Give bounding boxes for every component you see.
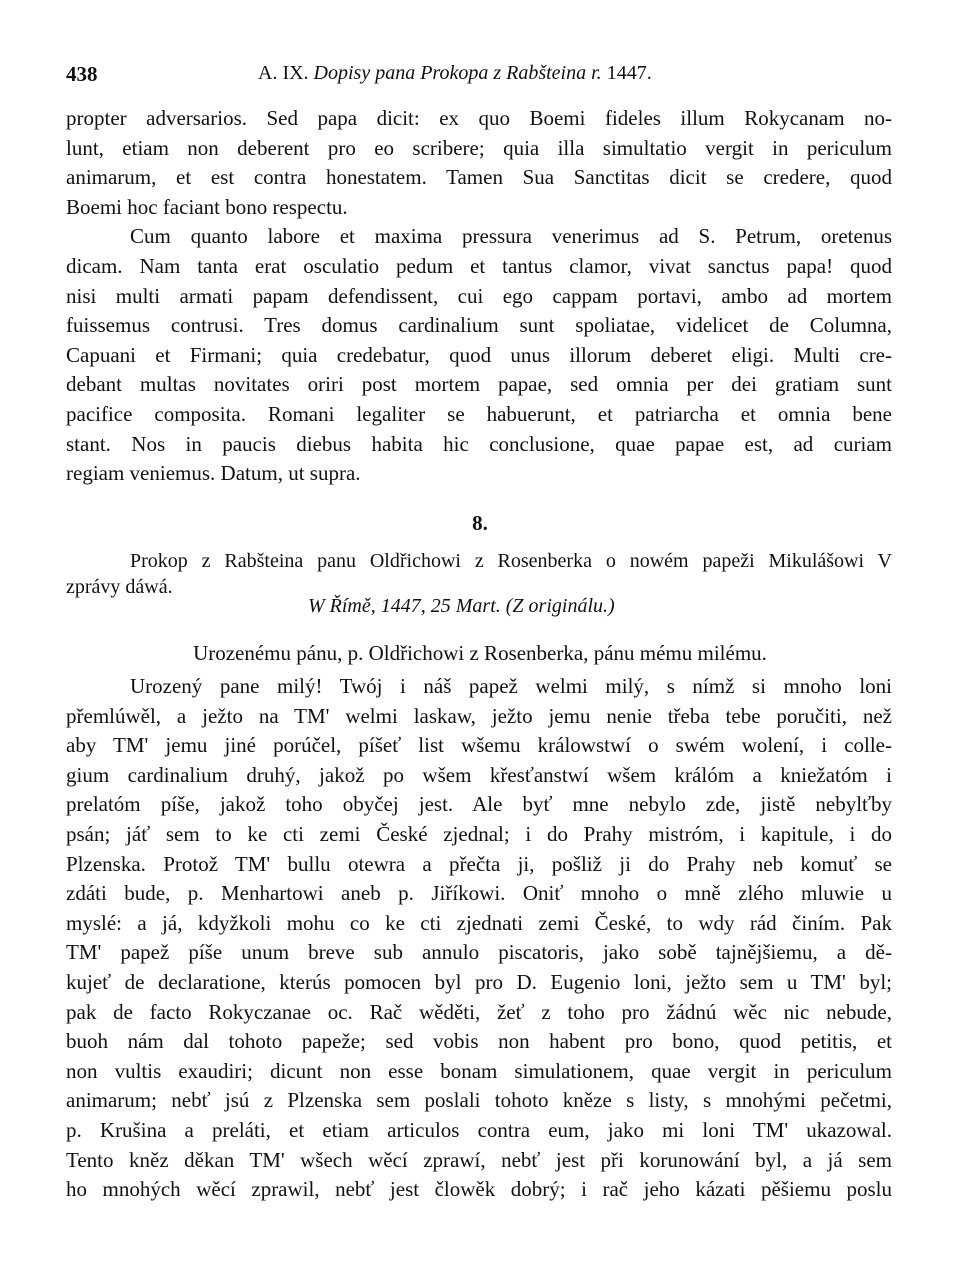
section-number: 8. bbox=[472, 511, 488, 535]
text-line: animarum, et est contra honestatem. Tamen Sua Sanctitas dicit se credere, quod bbox=[66, 165, 892, 190]
text-line: Tento kněz děkan TM' wšech wěcí zprawí, nebť jest při korunowání byl, a já sem bbox=[66, 1147, 892, 1172]
text-line: kujeť de declaratione, kterús pomocen byl pro D. Eugenio loni, ježto sem u TM' byl; bbox=[66, 969, 892, 994]
text-line: non vultis exaudiri; dicunt non esse bonam simulationem, quae vergit in periculum bbox=[66, 1058, 892, 1083]
text-line: Plzenska. Protož TM' bullu otewra a přečta ji, pošliž ji do Prahy neb komuť se bbox=[66, 851, 892, 876]
running-head-year: 1447. bbox=[606, 62, 652, 84]
text-line: přemlúwěl, a ježto na TM' welmi laskaw, ježto jemu nenie třeba tebe poručiti, než bbox=[66, 703, 892, 728]
text-line: stant. Nos in paucis diebus habita hic conclusione, quae papae est, ad curiam bbox=[66, 431, 892, 456]
text-line: Cum quanto labore et maxima pressura venerimus ad S. Petrum, oretenus bbox=[130, 224, 892, 249]
text-line: ho mnohých wěcí zprawil, nebť jest člowěk dobrý; i rač jeho kázati pěšiemu poslu bbox=[66, 1177, 892, 1202]
text-line: psán; jáť sem to ke cti zemi České zjednal; i do Prahy mistróm, i kapitule, i do bbox=[66, 821, 892, 846]
summary-line: zprávy dáwá. bbox=[66, 576, 173, 598]
page-number: 438 bbox=[66, 62, 98, 86]
text-line: buoh nám dal tohoto papeže; sed vobis non habent pro bono, quod petitis, et bbox=[66, 1029, 892, 1054]
text-line: pacifice composita. Romani legaliter se habuerunt, et patriarcha et omnia bene bbox=[66, 401, 892, 426]
running-head bbox=[258, 62, 652, 85]
summary-line: Prokop z Rabšteina panu Oldřichowi z Rosenberka o nowém papeži Mikulášowi V bbox=[130, 550, 892, 572]
text-line: gium cardinalium druhý, jakož po wšem křesťanstwí wšem králóm a kniežatóm i bbox=[66, 762, 892, 787]
text-line: myslé: a já, kdyžkoli mohu co ke cti zjednati zemi České, to wdy rád činím. Pak bbox=[66, 910, 892, 935]
text-line: nisi multi armati papam defendissent, cui ego cappam portavi, ambo ad mortem bbox=[66, 283, 892, 308]
text-line: dicam. Nam tanta erat osculatio pedum et tantus clamor, vivat sanctus papa! quod bbox=[66, 253, 892, 278]
text-line: lunt, etiam non deberent pro eo scribere; quia illa simultatio vergit in periculum bbox=[66, 135, 892, 160]
text-line: propter adversarios. Sed papa dicit: ex quo Boemi fideles illum Rokycanam no- bbox=[66, 106, 892, 130]
text-line: p. Krušina a preláti, et etiam articulos contra eum, jako mi loni TM' ukazowal. bbox=[66, 1117, 892, 1142]
text-line: zdáti bude, p. Menhartowi aneb p. Jiříkowi. Oniť mnoho o mně zlého mluwie u bbox=[66, 881, 892, 906]
page-header bbox=[66, 62, 896, 92]
text-line: animarum; nebť jsú z Plzenska sem poslali tohoto kněze s listy, s mnohými pečetmi, bbox=[66, 1088, 892, 1113]
continuation-text bbox=[66, 104, 892, 489]
running-head-title: Dopisy pana Prokopa z Rabšteina r. bbox=[313, 62, 602, 84]
text-line: pak de facto Rokyczanae oc. Rač wěděti, žeť z toho pro žádnú wěc nic nebude, bbox=[66, 999, 892, 1024]
text-line: aby TM' jemu jiné porúčel, píšeť list wšemu králowstwí o swém wolení, i colle- bbox=[66, 733, 892, 758]
text-line: Boemi hoc faciant bono respectu. bbox=[66, 194, 348, 219]
text-line: regiam veniemus. Datum, ut supra. bbox=[66, 461, 361, 486]
place-date: W Římě, 1447, 25 Mart. bbox=[308, 595, 501, 617]
text-line: Urozený pane milý! Twój i náš papež welmi milý, s nímž si mnoho loni bbox=[130, 674, 892, 698]
text-line: prelatóm píše, jakož toho obyčej jest. Ale byť mne nebylo zde, jistě nebylťby bbox=[66, 792, 892, 817]
letter-summary bbox=[66, 548, 892, 600]
text-line: fuissemus contrusi. Tres domus cardinalium sunt spoliatae, videlicet de Columna, bbox=[66, 313, 892, 338]
salutation: Urozenému pánu, p. Oldřichowi z Rosenberka, pánu mému milému. bbox=[193, 641, 767, 665]
text-line: Capuani et Firmani; quia credebatur, quod unus illorum deberet eligi. Multi cre- bbox=[66, 342, 892, 367]
text-line: TM' papež píše unum breve sub annulo piscatoris, jako sobě tajnějšiemu, a dě- bbox=[66, 940, 892, 965]
source-note: (Z originálu.) bbox=[505, 595, 615, 617]
running-head-prefix: A. IX. bbox=[258, 62, 309, 84]
letter-text bbox=[66, 672, 892, 1205]
text-line: debant multas novitates oriri post mortem papae, sed omnia per dei gratiam sunt bbox=[66, 372, 892, 397]
dateline bbox=[308, 595, 615, 618]
